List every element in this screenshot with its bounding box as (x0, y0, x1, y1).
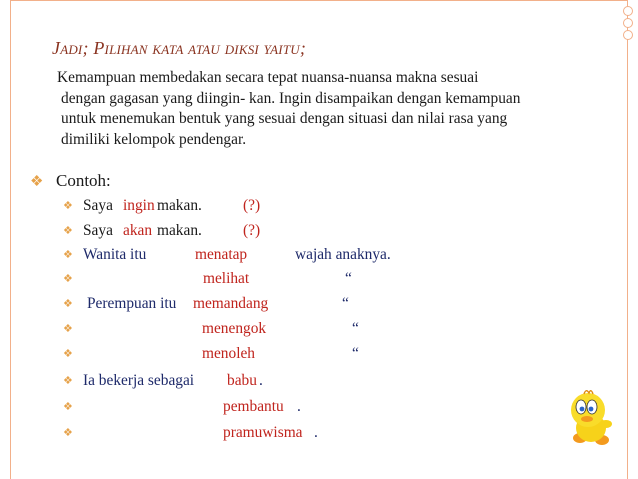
example-word: menoleh (202, 345, 255, 362)
corner-decoration (623, 6, 633, 42)
frame-top-line (10, 0, 628, 1)
contoh-label: Contoh: (56, 171, 111, 190)
example-word: akan (123, 222, 153, 239)
example-row (63, 270, 383, 294)
example-text: Saya (83, 222, 113, 239)
ditto-mark: “ (345, 270, 352, 287)
example-row (63, 197, 363, 221)
example-text: . (297, 398, 301, 415)
definition-paragraph (57, 68, 602, 150)
paragraph-line: dengan gagasan yang diingin- kan. Ingin disampaikan dengan kemampuan (61, 89, 521, 107)
example-row (63, 398, 343, 422)
example-row (63, 295, 383, 319)
diamond-bullet-icon: ❖ (63, 200, 73, 212)
example-text: Perempuan itu (87, 295, 177, 312)
diamond-bullet-icon: ❖ (63, 401, 73, 413)
example-word: pramuwisma (223, 424, 303, 441)
example-text: . (259, 372, 263, 389)
paragraph-line: dimiliki kelompok pendengar. (61, 130, 247, 148)
example-question: (?) (243, 222, 261, 239)
example-row (63, 345, 383, 369)
ditto-mark: “ (352, 345, 359, 362)
diamond-bullet-icon: ❖ (63, 427, 73, 439)
example-word: memandang (193, 295, 269, 312)
example-word: ingin (123, 197, 155, 214)
example-row (63, 320, 383, 344)
diamond-bullet-icon: ❖ (63, 249, 73, 261)
example-word: menengok (202, 320, 267, 337)
frame-left-line (10, 0, 11, 479)
paragraph-line: Kemampuan membedakan secara tepat nuansa-nuansa makna sesuai (57, 69, 479, 86)
example-row (63, 246, 423, 270)
diamond-bullet-icon: ❖ (63, 375, 73, 387)
example-row (63, 222, 363, 246)
paragraph-line: untuk menemukan bentuk yang sesuai dengan situasi dan nilai rasa yang (61, 110, 508, 127)
example-question: (?) (243, 197, 261, 214)
diamond-bullet-icon: ❖ (63, 273, 73, 285)
example-text: makan. (157, 197, 202, 214)
diamond-bullet-icon: ❖ (63, 323, 73, 335)
example-text: Saya (83, 197, 113, 214)
example-row (63, 424, 353, 448)
tweety-bird-icon (562, 388, 618, 448)
example-word: pembantu (223, 398, 284, 415)
slide-title: Jadi; Pilihan kata atau diksi yaitu; (52, 38, 307, 58)
diamond-bullet-icon: ❖ (63, 225, 73, 237)
frame-right-line (627, 0, 628, 479)
diamond-bullet-icon: ❖ (63, 298, 73, 310)
example-text: . (314, 424, 318, 441)
example-row (63, 372, 323, 396)
example-word: babu (227, 372, 257, 389)
example-text: Wanita itu (83, 246, 147, 263)
ditto-mark: “ (352, 320, 359, 337)
example-word: melihat (203, 270, 250, 287)
example-text: wajah anaknya. (295, 246, 391, 263)
diamond-bullet-icon: ❖ (30, 174, 44, 190)
ditto-mark: “ (342, 295, 349, 312)
example-text: makan. (157, 222, 202, 239)
diamond-bullet-icon: ❖ (63, 348, 73, 360)
example-word: menatap (195, 246, 248, 263)
example-text: Ia bekerja sebagai (83, 372, 195, 389)
